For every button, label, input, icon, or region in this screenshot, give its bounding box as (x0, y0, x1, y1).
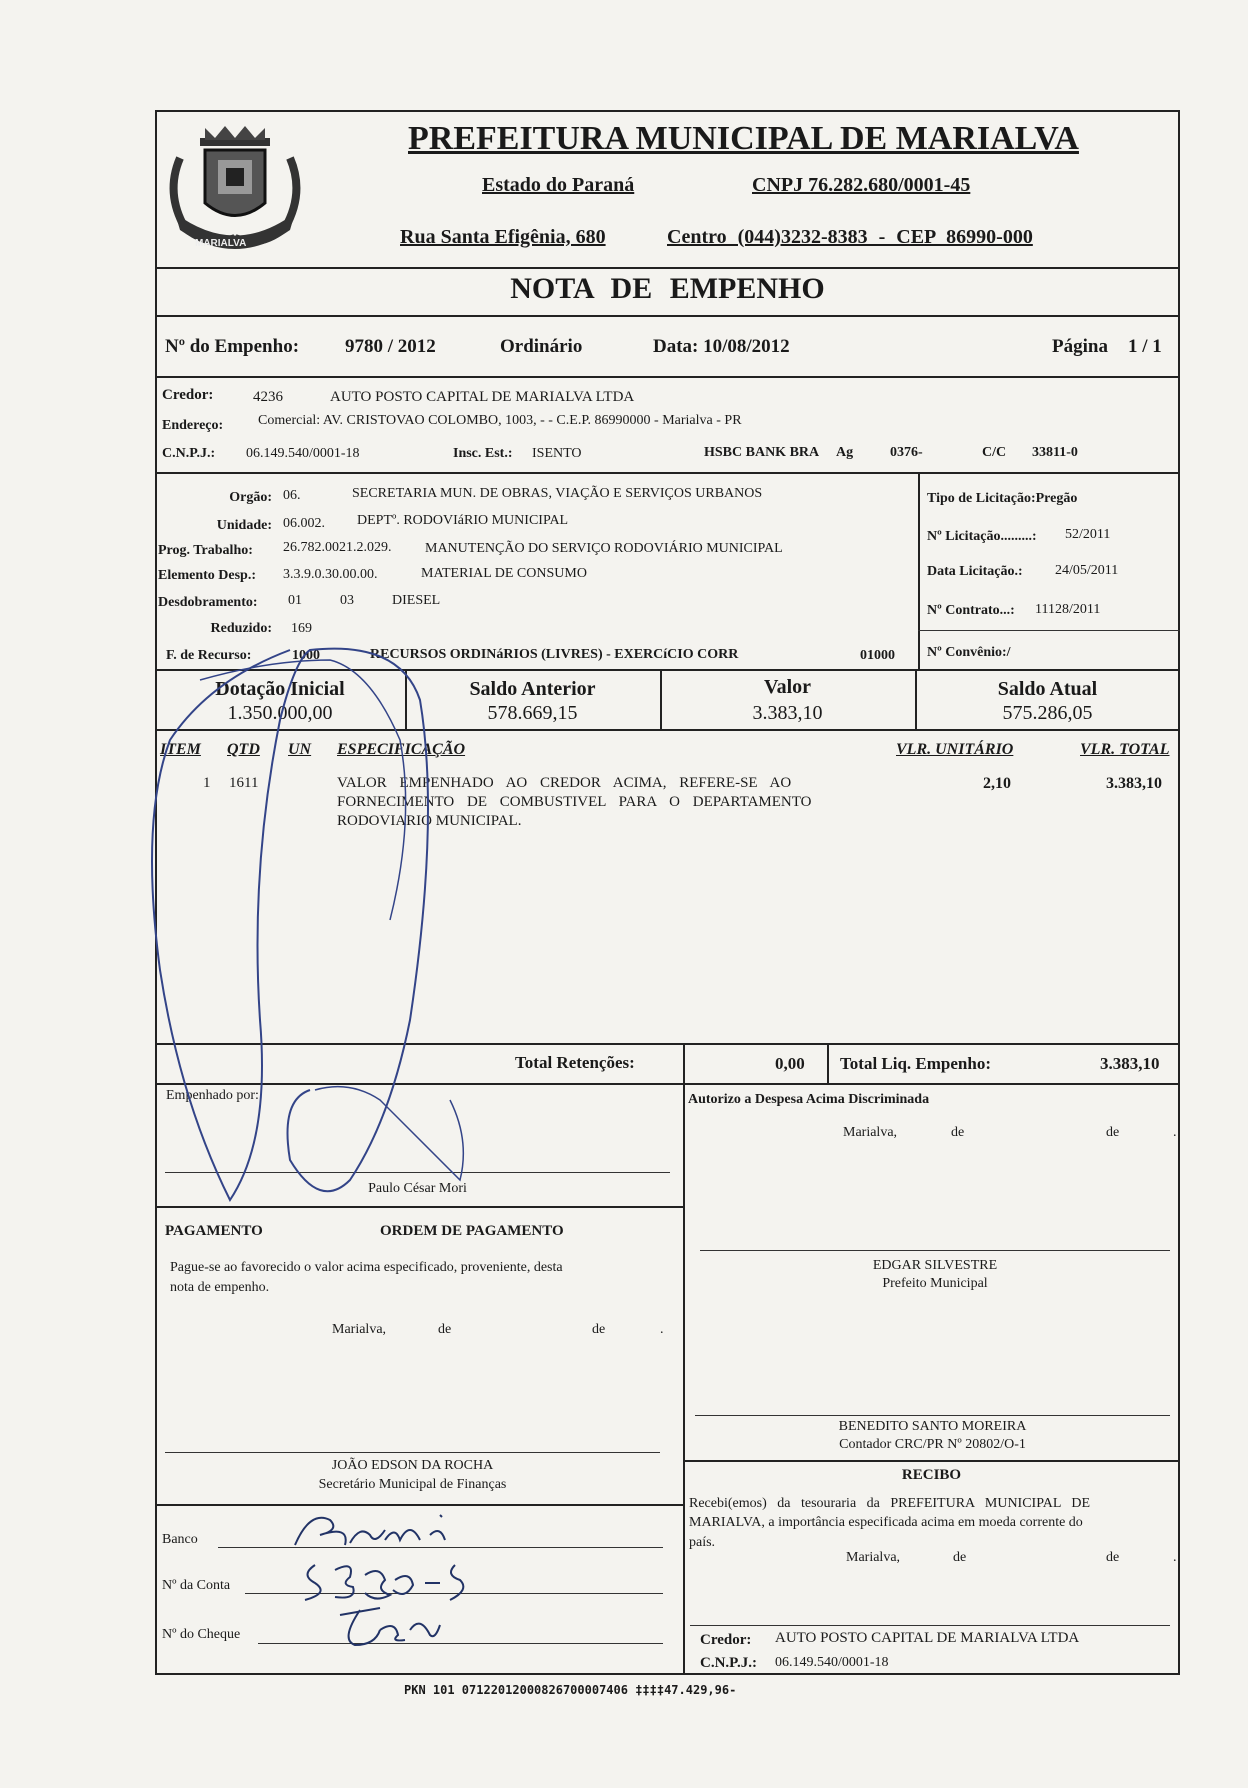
autorizo-de1: de (951, 1125, 965, 1140)
desdobramento-label: Desdobramento: (158, 595, 258, 610)
elemento-code: 3.3.9.0.30.00.00. (283, 567, 378, 582)
elemento-label: Elemento Desp.: (158, 568, 256, 583)
unidade-label: Unidade: (216, 518, 272, 533)
recibo-text-2: MARIALVA, a importância especificada acima em moeda corrente do (689, 1515, 1083, 1530)
saldo-atual-label: Saldo Atual (997, 678, 1098, 700)
address-label: Endereço: (162, 418, 224, 433)
dotacao-value: 1.350.000,00 (227, 702, 333, 724)
pagamento-label: PAGAMENTO (165, 1223, 263, 1239)
agency-value: 0376- (890, 445, 923, 460)
page-number: 1 / 1 (1128, 336, 1162, 357)
col-vlr-total: VLR. TOTAL (1080, 741, 1170, 758)
municipality-street: Rua Santa Efigênia, 680 (400, 226, 606, 248)
col-qtd: QTD (227, 741, 260, 758)
prog-code: 26.782.0021.2.029. (283, 540, 392, 555)
recibo-text-1: Recebi(emos) da tesouraria da PREFEITURA MUNICIPAL DE (689, 1496, 1091, 1511)
total-liquido-label: Total Liq. Empenho: (840, 1054, 991, 1073)
bank-name: HSBC BANK BRA (704, 445, 820, 460)
autorizo-text: Autorizo a Despesa Acima Discriminada (688, 1092, 930, 1107)
contrato-label: Nº Contrato...: (927, 603, 1015, 618)
municipality-address: Centro (044)3232-8383 - CEP 86990-000 (667, 226, 1033, 248)
reduzido-label: Reduzido: (210, 621, 272, 636)
recibo-cnpj-label: C.N.P.J.: (700, 1655, 757, 1671)
recibo-cnpj-value: 06.149.540/0001-18 (775, 1655, 889, 1670)
total-retencoes-value: 0,00 (775, 1054, 805, 1073)
elemento-desc: MATERIAL DE CONSUMO (421, 566, 587, 581)
orgao-label: Orgão: (229, 490, 272, 505)
account-label: C/C (982, 445, 1007, 460)
fonte-recurso-code: 1000 (292, 648, 320, 663)
unidade-code: 06.002. (283, 516, 325, 531)
empenhado-por-label: Empenhado por: (166, 1088, 259, 1103)
cheque-handwriting-icon (320, 1600, 450, 1650)
desdobramento-desc: DIESEL (392, 593, 441, 608)
prefeito-name: EDGAR SILVESTRE (872, 1258, 998, 1273)
empenho-number: 9780 / 2012 (345, 336, 436, 357)
state-name: Estado do Paraná (482, 174, 635, 196)
recibo-de2: de (1106, 1550, 1120, 1565)
account-value: 33811-0 (1032, 445, 1078, 460)
empenho-number-label: Nº do Empenho: (165, 336, 300, 357)
document-title: NOTA DE EMPENHO (510, 272, 825, 305)
pagamento-de2: de (592, 1322, 606, 1337)
prefeito-role: Prefeito Municipal (882, 1276, 988, 1291)
credor-name: AUTO POSTO CAPITAL DE MARIALVA LTDA (330, 389, 635, 405)
total-liquido-value: 3.383,10 (1100, 1054, 1160, 1073)
item-desc-line3: RODOVIARIO MUNICIPAL. (337, 813, 522, 829)
licitacao-number-label: Nº Licitação.........: (927, 529, 1037, 544)
valor-value: 3.383,10 (752, 702, 823, 724)
autorizo-dot: . (1173, 1125, 1177, 1140)
contrato-value: 11128/2011 (1035, 602, 1101, 617)
licitacao-date-label: Data Licitação.: (927, 564, 1023, 579)
ordem-pagamento: ORDEM DE PAGAMENTO (380, 1223, 564, 1239)
fonte-recurso-number: 01000 (860, 648, 895, 663)
valor-label: Valor (763, 676, 812, 698)
autorizo-place: Marialva, (843, 1125, 898, 1140)
col-especificacao: ESPECIFICAÇÃO (337, 741, 466, 758)
recibo-credor-label: Credor: (700, 1632, 752, 1648)
col-item: ITEM (160, 741, 201, 758)
contador-role: Contador CRC/PR Nº 20802/O-1 (839, 1437, 1026, 1452)
item-qtd: 1611 (229, 775, 259, 791)
pagamento-text-1: Pague-se ao favorecido o valor acima especificado, proveniente, desta (170, 1260, 563, 1275)
item-vlr-total: 3.383,10 (1106, 775, 1162, 792)
credor-label: Credor: (162, 387, 214, 403)
item-desc-line2: FORNECIMENTO DE COMBUSTIVEL PARA O DEPARTAMENTO (337, 794, 812, 810)
pagamento-dot: . (660, 1322, 664, 1337)
conta-handwriting-icon (295, 1555, 485, 1605)
recibo-text-3: país. (689, 1535, 716, 1550)
pagamento-text-2: nota de empenho. (170, 1280, 270, 1295)
page-label: Página (1052, 336, 1108, 357)
fonte-recurso-desc: RECURSOS ORDINáRIOS (LIVRES) - EXERCíCIO CORR (370, 647, 739, 662)
fonte-recurso-label: F. de Recurso: (166, 648, 252, 663)
insc-value: ISENTO (532, 446, 582, 461)
item-vlr-unit: 2,10 (983, 775, 1011, 792)
recibo-dot: . (1173, 1550, 1177, 1565)
empenho-date: Data: 10/08/2012 (653, 336, 790, 357)
crest-motto: MARIALVA (195, 238, 247, 249)
desdobramento-b: 03 (340, 593, 354, 608)
empenho-type: Ordinário (500, 336, 583, 357)
dotacao-label: Dotação Inicial (215, 678, 345, 700)
col-un: UN (288, 741, 312, 758)
prog-desc: MANUTENÇÃO DO SERVIÇO RODOVIÁRIO MUNICIPAL (425, 541, 783, 556)
unidade-desc: DEPTº. RODOVIáRIO MUNICIPAL (357, 513, 569, 528)
municipality-title: PREFEITURA MUNICIPAL DE MARIALVA (408, 120, 1079, 157)
pagamento-de1: de (438, 1322, 452, 1337)
total-retencoes-label: Total Retenções: (515, 1053, 635, 1072)
reduzido-value: 169 (291, 621, 312, 636)
orgao-desc: SECRETARIA MUN. DE OBRAS, VIAÇÃO E SERVIÇOS URBANOS (352, 486, 763, 501)
secretario-role: Secretário Municipal de Finanças (318, 1477, 507, 1492)
saldo-anterior-label: Saldo Anterior (469, 678, 596, 700)
col-vlr-unitario: VLR. UNITÁRIO (896, 741, 1014, 758)
agency-label: Ag (836, 445, 854, 460)
credor-cnpj: 06.149.540/0001-18 (246, 446, 360, 461)
signature-scribble-icon (150, 620, 670, 1210)
recibo-place: Marialva, (846, 1550, 901, 1565)
recibo-title: RECIBO (901, 1467, 962, 1483)
recibo-de1: de (953, 1550, 967, 1565)
municipality-cnpj: CNPJ 76.282.680/0001-45 (752, 174, 971, 196)
licitacao-number: 52/2011 (1065, 527, 1111, 542)
cnpj-label: C.N.P.J.: (162, 446, 216, 461)
conta-label: Nº da Conta (162, 1578, 231, 1593)
empenhado-por-name: Paulo César Mori (368, 1181, 467, 1196)
item-desc-line1: VALOR EMPENHADO AO CREDOR ACIMA, REFERE-SE AO (337, 775, 792, 791)
insc-label: Insc. Est.: (453, 446, 513, 461)
prog-label: Prog. Trabalho: (158, 543, 253, 558)
saldo-atual-value: 575.286,05 (1002, 702, 1093, 724)
banco-label: Banco (162, 1532, 198, 1547)
autorizo-de2: de (1106, 1125, 1120, 1140)
orgao-code: 06. (283, 488, 301, 503)
licitacao-date: 24/05/2011 (1055, 563, 1119, 578)
banco-handwriting-icon (290, 1505, 460, 1555)
recibo-credor-value: AUTO POSTO CAPITAL DE MARIALVA LTDA (775, 1630, 1080, 1646)
footer-code: PKN 101 07122012000826700007406 ‡‡‡‡47.429,96- (404, 1683, 737, 1697)
pagamento-place: Marialva, (332, 1322, 387, 1337)
licitacao-type: Tipo de Licitação:Pregão (927, 491, 1078, 506)
credor-code: 4236 (253, 389, 283, 405)
secretario-name: JOÃO EDSON DA ROCHA (331, 1458, 494, 1473)
desdobramento-a: 01 (288, 593, 302, 608)
contador-name: BENEDITO SANTO MOREIRA (838, 1419, 1027, 1434)
item-number: 1 (203, 775, 211, 791)
saldo-anterior-value: 578.669,15 (487, 702, 578, 724)
cheque-label: Nº do Cheque (162, 1627, 241, 1642)
convenio-label: Nº Convênio:/ (927, 645, 1011, 660)
credor-address: Comercial: AV. CRISTOVAO COLOMBO, 1003, - - C.E.P. 86990000 - Marialva - PR (258, 413, 742, 428)
